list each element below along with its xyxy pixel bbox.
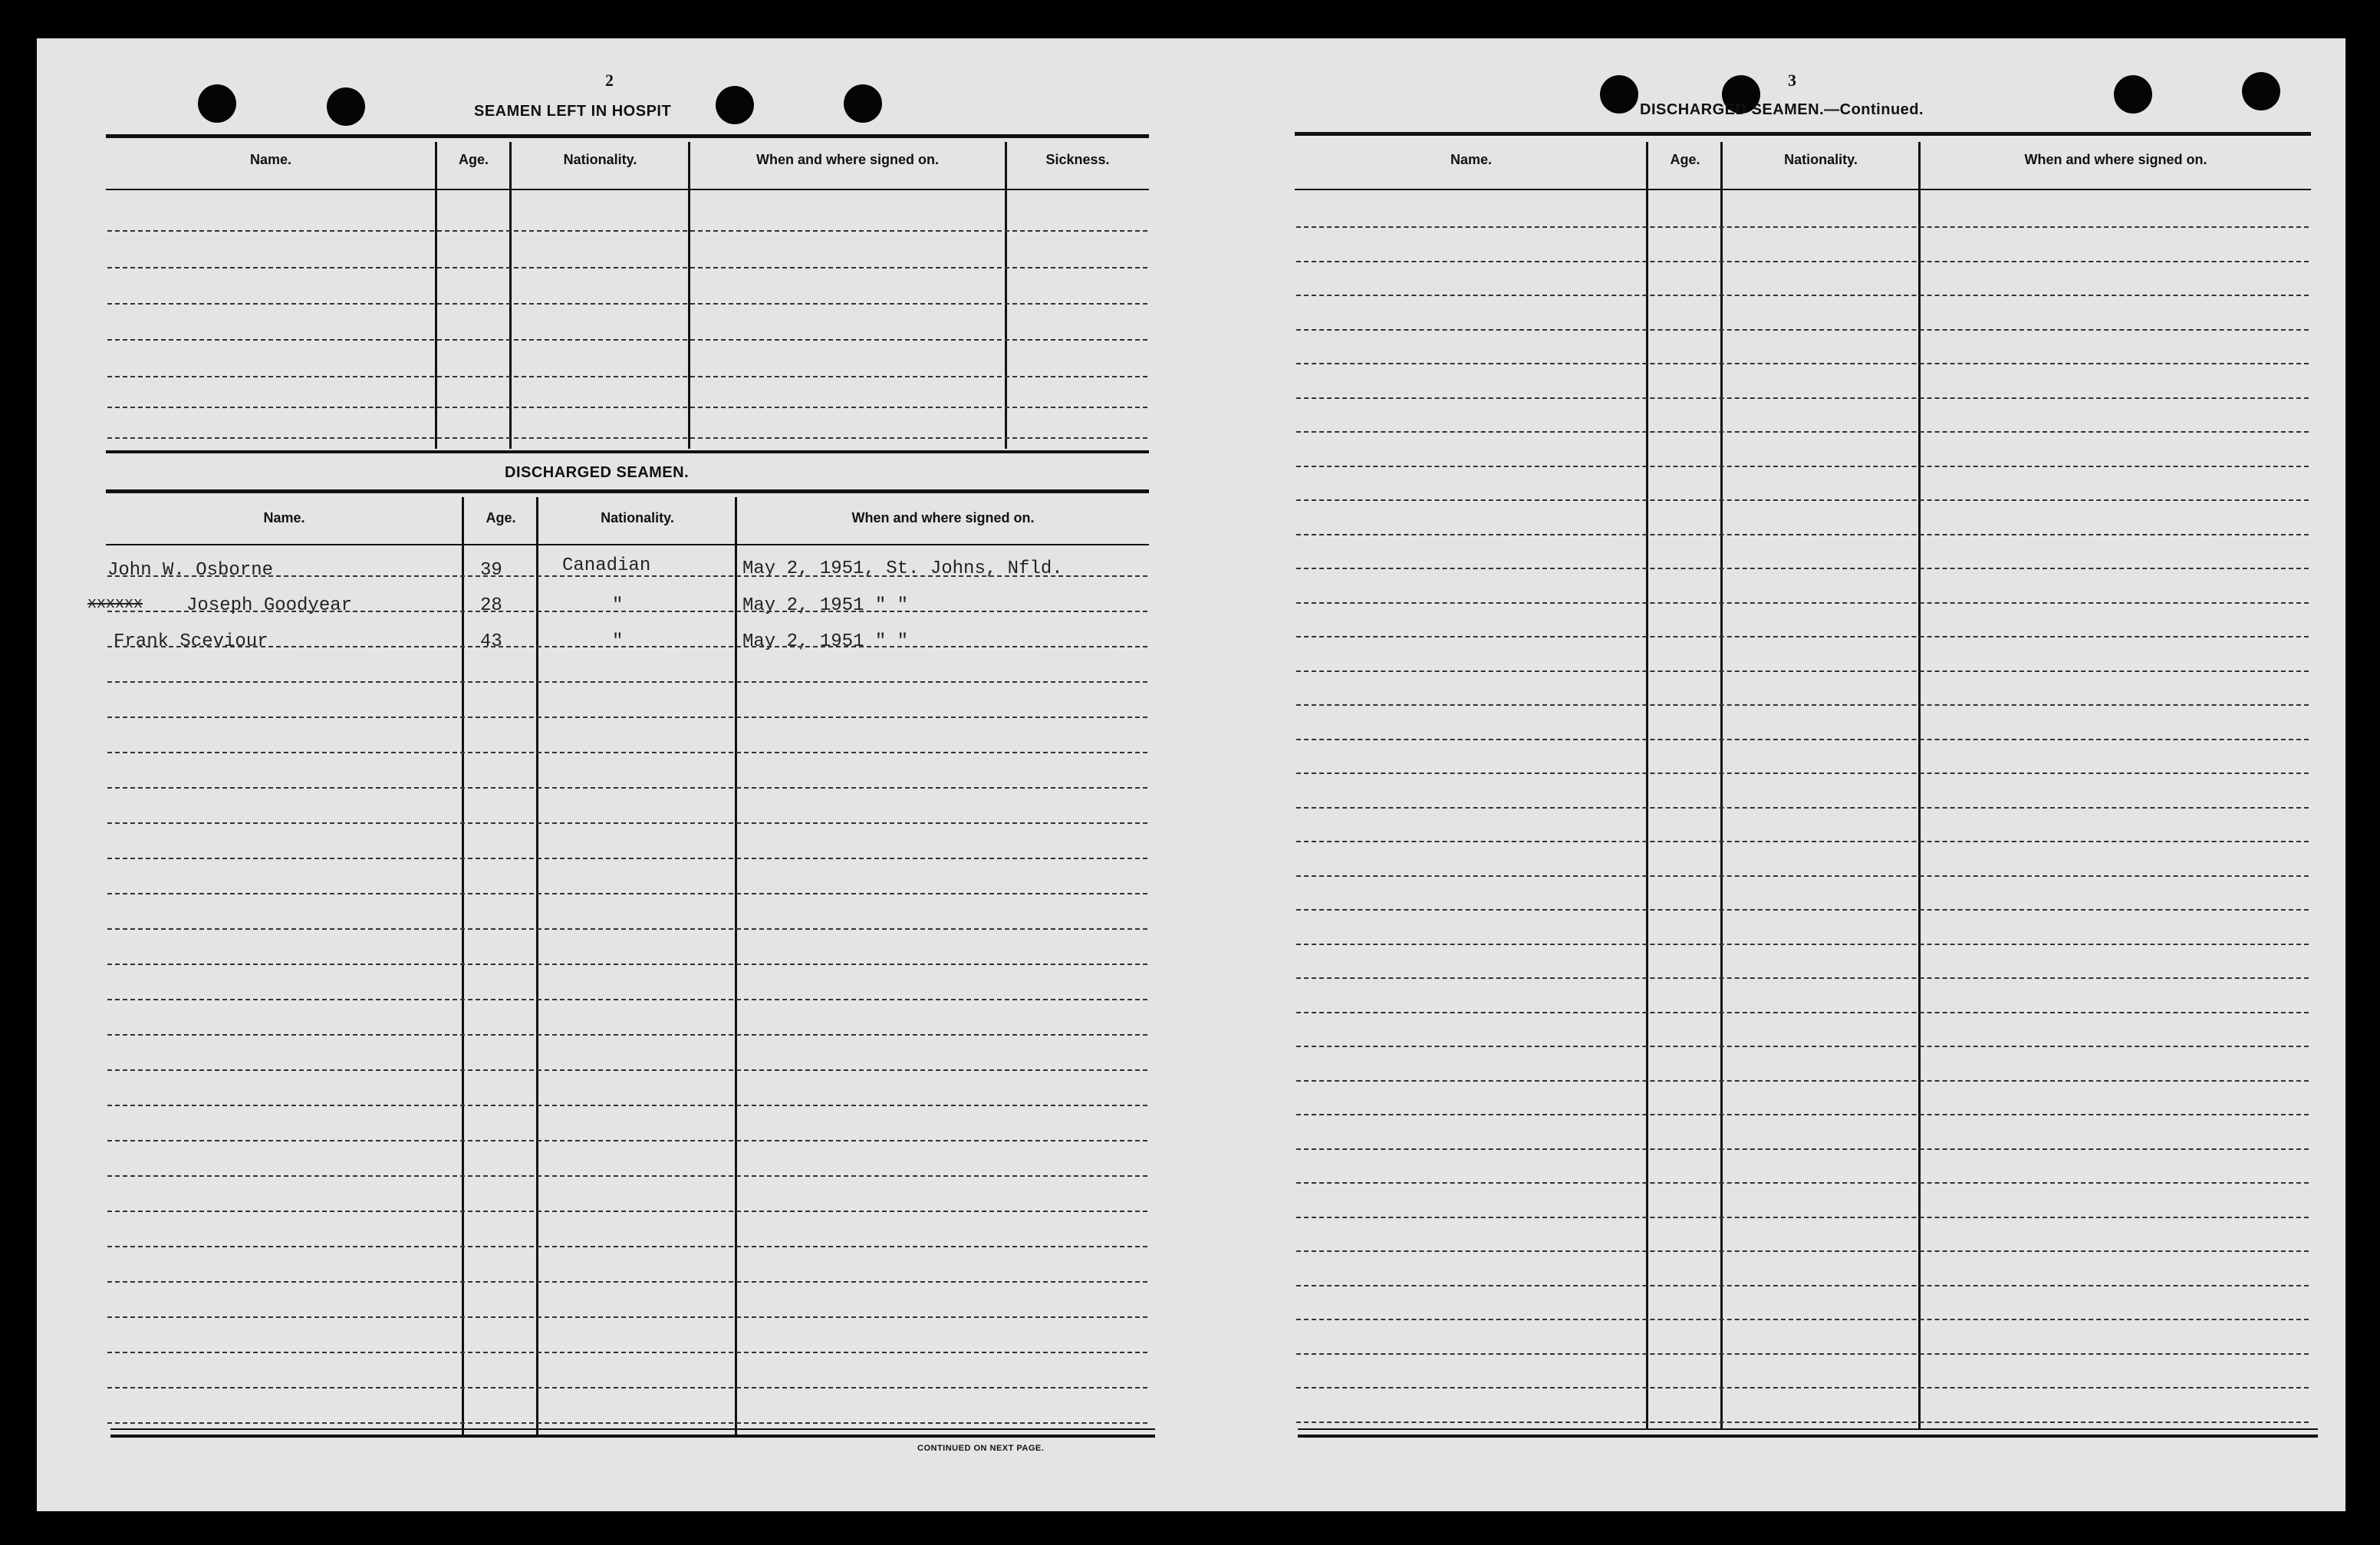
seaman-signed-on: May 2, 1951 " " — [742, 631, 909, 652]
ruled-line — [107, 575, 1147, 577]
ruled-line — [107, 407, 1147, 408]
struck-text: xxxxxx — [87, 595, 143, 613]
hospital-divider — [509, 142, 512, 449]
ruled-line — [107, 999, 1147, 1000]
seaman-age: 39 — [480, 560, 502, 581]
ruled-line — [1296, 739, 2309, 740]
document-sheet — [37, 38, 2345, 1511]
ruled-line — [1296, 363, 2309, 364]
ruled-line — [1296, 1012, 2309, 1013]
seaman-nationality: " — [612, 595, 624, 616]
right-bottom-rule — [1298, 1428, 2318, 1430]
discharged-divider — [536, 497, 538, 1435]
hospital-divider — [1005, 142, 1007, 449]
ruled-line — [1296, 261, 2309, 262]
ruled-line — [1296, 977, 2309, 979]
right-divider — [1646, 142, 1648, 1429]
hospital-col-name: Name. — [249, 152, 292, 167]
punch-hole — [198, 84, 236, 123]
ruled-line — [107, 893, 1147, 894]
ruled-line — [1296, 704, 2309, 706]
discharged-col-name: Name. — [263, 510, 305, 525]
right-col-signed-on: When and where signed on. — [2024, 152, 2207, 167]
ruled-line — [107, 1034, 1147, 1036]
ruled-line — [1296, 807, 2309, 809]
ruled-line — [1296, 1148, 2309, 1150]
punch-hole — [1600, 75, 1638, 114]
ruled-line — [1296, 397, 2309, 399]
hospital-header-rule — [106, 189, 1149, 190]
seaman-signed-on: May 2, 1951, St. Johns, Nfld. — [742, 558, 1063, 579]
ruled-line — [107, 1069, 1147, 1071]
ruled-line — [1296, 534, 2309, 535]
right-bottom-rule — [1298, 1435, 2318, 1438]
discharged-bottom-rule — [110, 1428, 1155, 1430]
hospital-bottom-rule — [106, 450, 1149, 453]
right-divider — [1720, 142, 1723, 1429]
discharged-bottom-rule — [110, 1435, 1155, 1438]
discharged-col-signed-on: When and where signed on. — [851, 510, 1035, 525]
seaman-name: Joseph Goodyear — [186, 595, 353, 616]
ruled-line — [107, 230, 1147, 232]
right-header-rule — [1295, 189, 2311, 190]
ruled-line — [1296, 1217, 2309, 1218]
ruled-line — [107, 376, 1147, 377]
ruled-line — [1296, 1046, 2309, 1047]
ruled-line — [1296, 431, 2309, 433]
discharged-divider — [462, 497, 464, 1435]
hospital-col-nationality: Nationality. — [563, 152, 637, 167]
ruled-line — [1296, 499, 2309, 501]
ruled-line — [107, 787, 1147, 789]
punch-hole — [844, 84, 882, 123]
seaman-name: Frank Sceviour — [114, 631, 268, 652]
discharged-header-rule — [106, 544, 1149, 545]
ruled-line — [107, 681, 1147, 683]
punch-hole — [716, 86, 754, 124]
ruled-line — [1296, 670, 2309, 672]
ruled-line — [107, 1246, 1147, 1247]
continued-note: CONTINUED ON NEXT PAGE. — [917, 1444, 1045, 1453]
ruled-line — [107, 1422, 1147, 1424]
hospital-col-age: Age. — [458, 152, 489, 167]
right-top-rule — [1295, 132, 2311, 136]
ruled-line — [1296, 295, 2309, 296]
ruled-line — [1296, 909, 2309, 911]
ruled-line — [107, 716, 1147, 718]
ruled-line — [1296, 1250, 2309, 1252]
page-2 — [37, 38, 1187, 1511]
ruled-line — [107, 858, 1147, 859]
ruled-line — [107, 339, 1147, 341]
ruled-line — [107, 964, 1147, 965]
right-col-name: Name. — [1450, 152, 1493, 167]
hospital-divider — [688, 142, 690, 449]
seaman-signed-on: May 2, 1951 " " — [742, 595, 909, 616]
ruled-line — [1296, 568, 2309, 569]
ruled-line — [1296, 1114, 2309, 1115]
seaman-age: 43 — [480, 631, 502, 652]
ruled-line — [1296, 466, 2309, 467]
right-col-nationality: Nationality. — [1784, 152, 1858, 167]
seaman-nationality: " — [612, 631, 624, 652]
ruled-line — [1296, 1319, 2309, 1320]
ruled-line — [1296, 1387, 2309, 1389]
seaman-nationality: Canadian — [562, 555, 651, 576]
ruled-line — [107, 1316, 1147, 1318]
ruled-line — [107, 646, 1147, 647]
seaman-age: 28 — [480, 595, 502, 616]
punch-hole — [327, 87, 365, 126]
ruled-line — [1296, 944, 2309, 945]
ruled-line — [1296, 226, 2309, 228]
ruled-line — [1296, 1080, 2309, 1082]
page-3 — [1233, 38, 2345, 1511]
hospital-top-rule — [106, 134, 1149, 138]
punch-hole — [2242, 72, 2280, 110]
ruled-line — [107, 822, 1147, 824]
ruled-line — [107, 1140, 1147, 1141]
punch-hole — [2114, 75, 2152, 114]
ruled-line — [1296, 841, 2309, 842]
ruled-line — [107, 267, 1147, 268]
ruled-line — [1296, 1285, 2309, 1286]
ruled-line — [107, 611, 1147, 612]
ruled-line — [107, 1352, 1147, 1353]
hospital-section-title: SEAMEN LEFT IN HOSPIT — [474, 103, 672, 120]
ruled-line — [107, 437, 1147, 439]
discharged-divider — [735, 497, 737, 1435]
ruled-line — [107, 1281, 1147, 1283]
page-number: 2 — [605, 71, 614, 90]
seaman-name: John W. Osborne — [107, 560, 274, 581]
discharged-col-age: Age. — [486, 510, 516, 525]
ruled-line — [1296, 602, 2309, 604]
ruled-line — [107, 1175, 1147, 1177]
discharged-col-nationality: Nationality. — [601, 510, 674, 525]
ruled-line — [1296, 1421, 2309, 1423]
ruled-line — [1296, 636, 2309, 637]
ruled-line — [107, 1211, 1147, 1212]
ruled-line — [1296, 1182, 2309, 1184]
ruled-line — [107, 1387, 1147, 1389]
hospital-divider — [435, 142, 437, 449]
ruled-line — [1296, 875, 2309, 877]
ruled-line — [1296, 329, 2309, 331]
hospital-col-sickness: Sickness. — [1045, 152, 1110, 167]
ruled-line — [1296, 1353, 2309, 1355]
discharged-section-title: DISCHARGED SEAMEN. — [505, 464, 690, 481]
discharged-top-rule — [106, 489, 1149, 493]
page-number: 3 — [1788, 71, 1796, 90]
right-divider — [1918, 142, 1921, 1429]
ruled-line — [107, 303, 1147, 305]
ruled-line — [107, 752, 1147, 753]
ruled-line — [1296, 772, 2309, 774]
right-section-title: DISCHARGED SEAMEN.—Continued. — [1640, 101, 1924, 118]
ruled-line — [107, 928, 1147, 930]
hospital-col-signed-on: When and where signed on. — [755, 152, 940, 167]
ruled-line — [107, 1105, 1147, 1106]
right-col-age: Age. — [1670, 152, 1700, 167]
